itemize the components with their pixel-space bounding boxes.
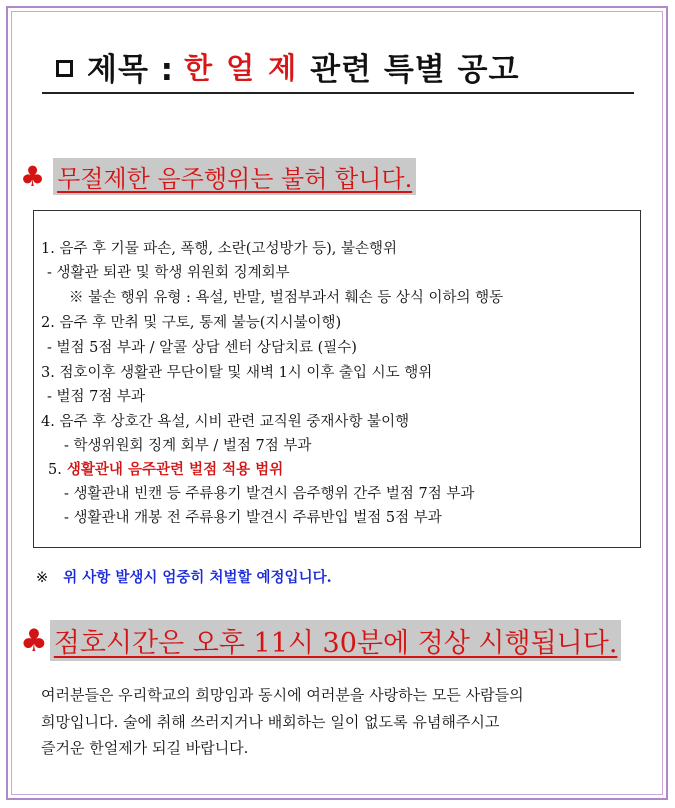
page-title: [42, 40, 634, 94]
rule-5-text: 생활관내 음주관련 벌점 적용 범위: [66, 461, 284, 478]
checkbox-square-icon: [56, 60, 73, 77]
rule-5-number: 5.: [48, 462, 62, 478]
rule-1-note: ※ 불손 행위 유형 : 욕설, 반말, 벌점부과서 훼손 등 상식 이하의 행동: [69, 290, 504, 306]
closing-line-2: 희망입니다. 술에 취해 쓰러지거나 배회하는 일이 없도록 유념해주시고: [41, 713, 500, 731]
rule-5: [48, 458, 283, 479]
title-suffix: 관련 특별 공고: [310, 51, 520, 88]
warning-notice: [36, 566, 332, 587]
rule-3-penalty: - 벌점 7점 부과: [47, 389, 145, 405]
section1-heading-text: 무절제한 음주행위는 불허 합니다.: [53, 158, 416, 195]
closing-line-1: 여러분들은 우리학교의 희망임과 동시에 여러분을 사랑하는 모든 사람들의: [41, 686, 524, 704]
title-event-name: 한얼제: [184, 50, 311, 85]
reference-mark: ※: [36, 570, 49, 586]
closing-line-3: 즐거운 한얼제가 되길 바랍니다.: [41, 739, 249, 757]
rule-5-item-2: - 생활관내 개봉 전 주류용기 발견시 주류반입 벌점 5점 부과: [64, 510, 442, 526]
rule-2-penalty: - 벌점 5점 부과 / 알콜 상담 센터 상담치료 (필수): [47, 340, 357, 356]
club-icon: ♣: [20, 622, 48, 659]
rule-4: 4. 음주 후 상호간 욕설, 시비 관련 교직원 중재사항 불이행: [41, 414, 410, 430]
rule-2: 2. 음주 후 만취 및 구토, 통제 불능(지시불이행): [41, 315, 342, 331]
section1-heading: [20, 158, 416, 195]
rule-4-penalty: - 학생위원회 징계 회부 / 벌점 7점 부과: [64, 438, 312, 454]
rule-1-penalty: - 생활관 퇴관 및 학생 위원회 징계회부: [47, 265, 290, 281]
rules-box: [33, 210, 641, 548]
rule-5-item-1: - 생활관내 빈캔 등 주류용기 발견시 음주행위 간주 벌점 7점 부과: [64, 486, 475, 502]
club-icon: ♣: [20, 160, 46, 193]
rule-1: 1. 음주 후 기물 파손, 폭행, 소란(고성방가 등), 불손행위: [41, 241, 397, 257]
rule-3: 3. 점호이후 생활관 무단이탈 및 새벽 1시 이후 출입 시도 행위: [41, 365, 433, 381]
section2-heading: [20, 620, 621, 661]
warning-text: 위 사항 발생시 엄중히 처벌할 예정입니다.: [63, 569, 332, 586]
section2-heading-text: 점호시간은 오후 11시 30분에 정상 시행됩니다.: [50, 620, 622, 661]
title-prefix: 제목 :: [87, 51, 175, 88]
